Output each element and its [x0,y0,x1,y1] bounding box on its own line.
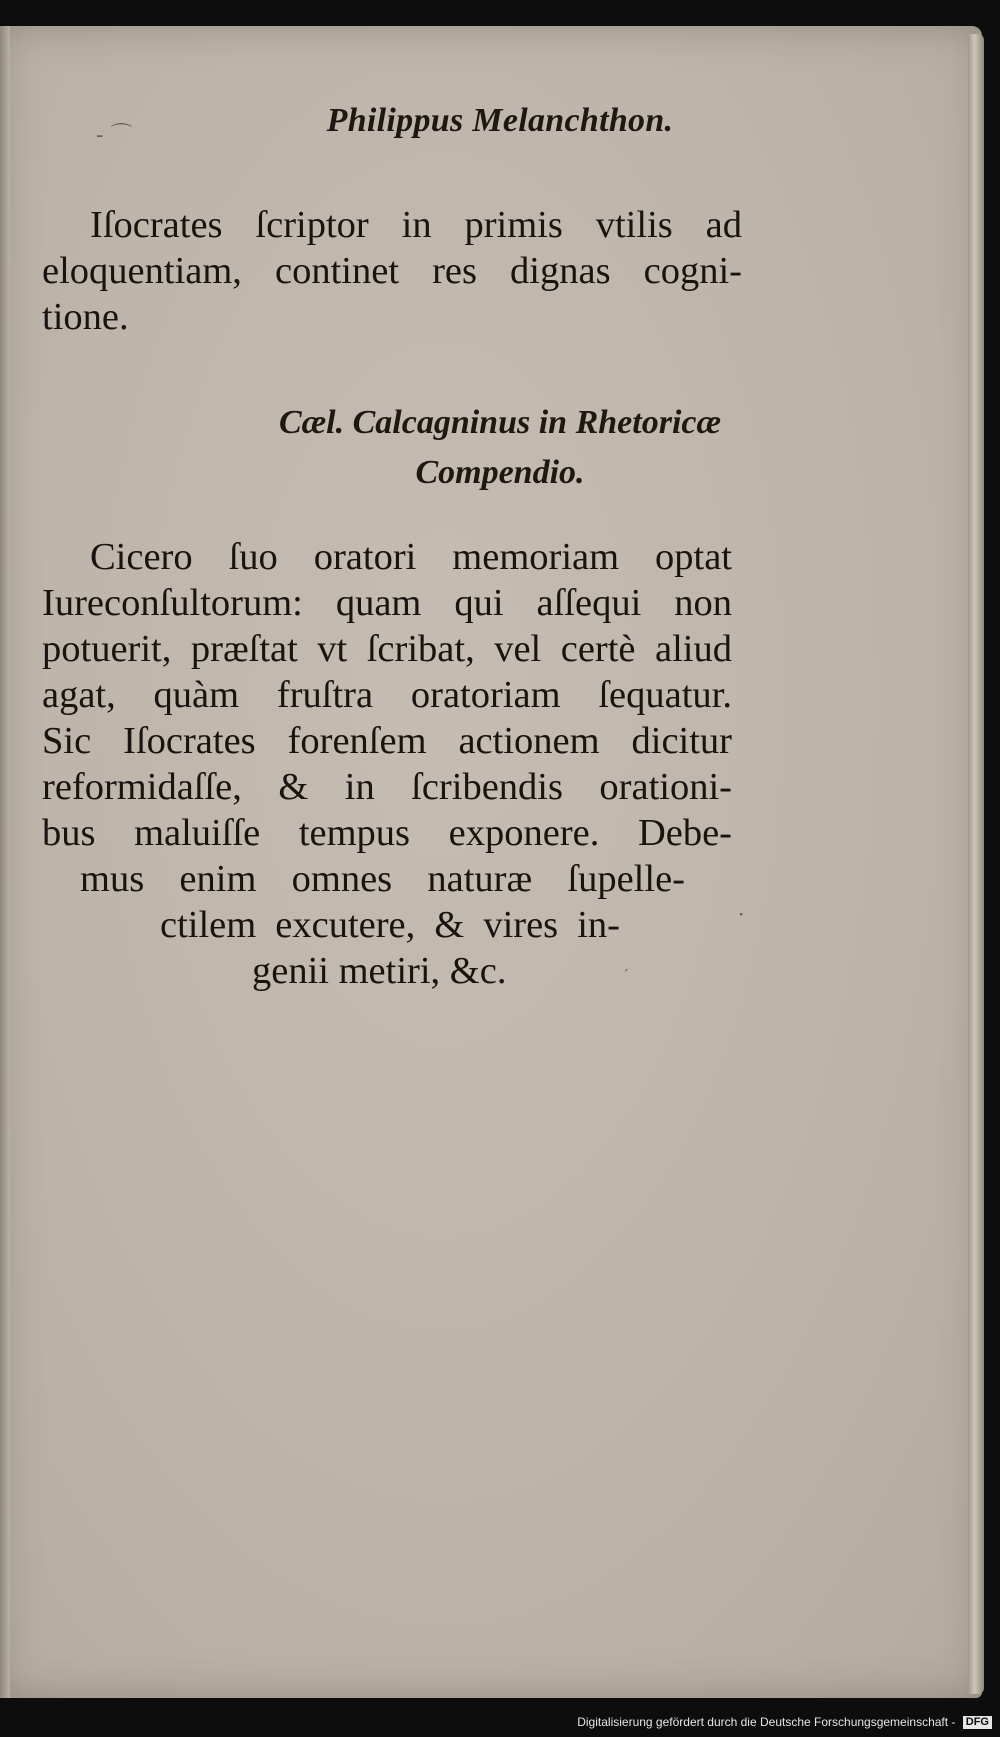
text-line: agat, quàm fruſtra oratoriam ſequatur. [42,674,732,716]
text-line: reformidaſſe, & in ſcribendis orationi- [42,766,732,808]
stray-dot-mark: · [738,902,745,926]
text-line: Iureconſultorum: quam qui aſſequi non [42,582,732,624]
text-line: tione. [42,296,129,338]
text-line: Iſocrates ſcriptor in primis vtilis ad [90,204,742,246]
section-heading [0,398,1000,498]
paragraph-cicero [42,534,732,994]
page-gutter-edge [0,26,10,1698]
text-line: Sic Iſocrates forenſem actionem dicitur [42,720,732,762]
text-line: potuerit, præſtat vt ſcribat, vel certè aliud [42,628,732,670]
paragraph-isocrates [42,202,742,340]
text-line: mus enim omnes naturæ ſupelle- [80,858,685,900]
text-line: eloquentiam, continet res dignas cogni- [42,250,742,292]
digitization-credit-text: Digitalisierung gefördert durch die Deutsche Forschungsgemeinschaft - [577,1714,956,1729]
section-heading-line: Cæl. Calcagninus in Rhetoricæ [278,404,722,441]
text-line: bus maluiſſe tempus exponere. Debe- [42,812,732,854]
section-heading-line: Compendio. [415,454,585,491]
text-line: genii metiri, &c. [252,950,507,992]
digitization-credit [577,1715,992,1729]
stray-dot-mark: ˊ [622,968,629,984]
text-line: ctilem excutere, & vires in- [160,904,620,946]
ornament-mark: - ⌒ [96,123,133,148]
running-head: Philippus Melanchthon. [326,102,674,139]
page-fore-edge [968,34,984,1694]
dfg-logo: DFG [963,1716,992,1729]
text-line: Cicero ſuo oratori memoriam optat [90,536,732,578]
